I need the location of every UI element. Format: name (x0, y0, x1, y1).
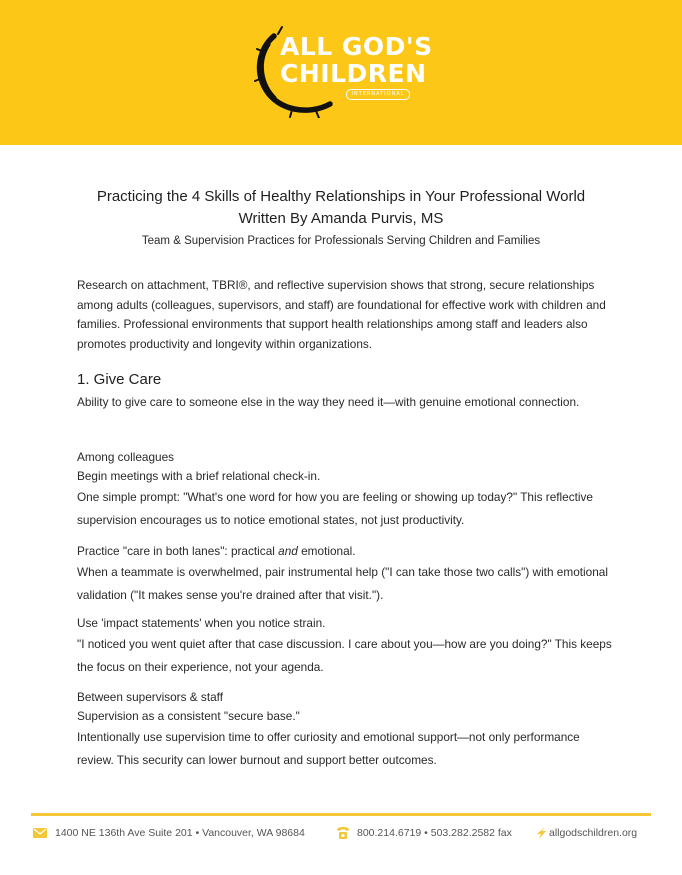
title-block (0, 186, 682, 250)
header-banner (0, 0, 682, 145)
impact-body: "I noticed you went quiet after that case discussion. I care about you—how are you doing?" This keeps the focus on their experience, not your agenda. (77, 637, 612, 674)
logo-text-line1: ALL GOD'S (280, 32, 433, 61)
footer-divider (31, 813, 651, 816)
secure-base-heading: Supervision as a consistent "secure base." (77, 709, 300, 723)
page-title: Practicing the 4 Skills of Healthy Relationships in Your Professional World (96, 188, 586, 205)
footer (0, 824, 682, 844)
group-label-supervisors: Between supervisors & staff (77, 690, 224, 704)
colleagues-block (77, 448, 612, 531)
secure-base-body: Intentionally use supervision time to offer curiosity and emotional support—not only performance review. This security can lower burnout and support better outcomes. (77, 730, 580, 767)
checkin-heading: Begin meetings with a brief relational check-in. (77, 469, 321, 483)
section-description: Ability to give care to someone else in the way they need it—with genuine emotional connection. (77, 395, 580, 409)
care-lanes-heading: Practice "care in both lanes": practical and emotional. (77, 544, 356, 558)
author-line: Written By Amanda Purvis, MS (238, 210, 444, 227)
supervisors-block (77, 688, 612, 771)
checkin-body: One simple prompt: "What's one word for how you are feeling or showing up today?" This reflective supervision encourages us to notice emotional states, not just productivity. (77, 490, 593, 527)
footer-phone: 800.214.6719 • 503.282.2582 fax (357, 827, 512, 839)
pointer-icon (535, 826, 547, 840)
logo (252, 18, 432, 118)
footer-website[interactable]: allgodschildren.org (549, 827, 638, 839)
care-lanes-body: When a teammate is overwhelmed, pair instrumental help ("I can take those two calls") with emotional validation ("It makes sense you're drained after that visit."). (77, 565, 608, 602)
section-heading: 1. Give Care (77, 371, 162, 388)
care-lanes-block (77, 542, 612, 606)
subtitle: Team & Supervision Practices for Professionals Serving Children and Families (141, 235, 541, 247)
impact-block (77, 614, 612, 678)
mail-icon (33, 828, 47, 838)
logo-subtext: INTERNATIONAL (346, 89, 410, 100)
phone-icon (336, 826, 350, 840)
logo-text-line2: CHILDREN (280, 59, 427, 88)
intro-paragraph: Research on attachment, TBRI®, and reflective supervision shows that strong, secure relationships among adults (colleagues, supervisors, and staff) are foundational for effective work with children and families. Professional environments that support health relationships among staff and leaders also promotes productivity and longevity within organizations. (77, 278, 606, 351)
impact-heading: Use 'impact statements' when you notice strain. (77, 616, 326, 630)
group-label-colleagues: Among colleagues (77, 450, 175, 464)
footer-address: 1400 NE 136th Ave Suite 201 • Vancouver, WA 98684 (55, 827, 305, 839)
